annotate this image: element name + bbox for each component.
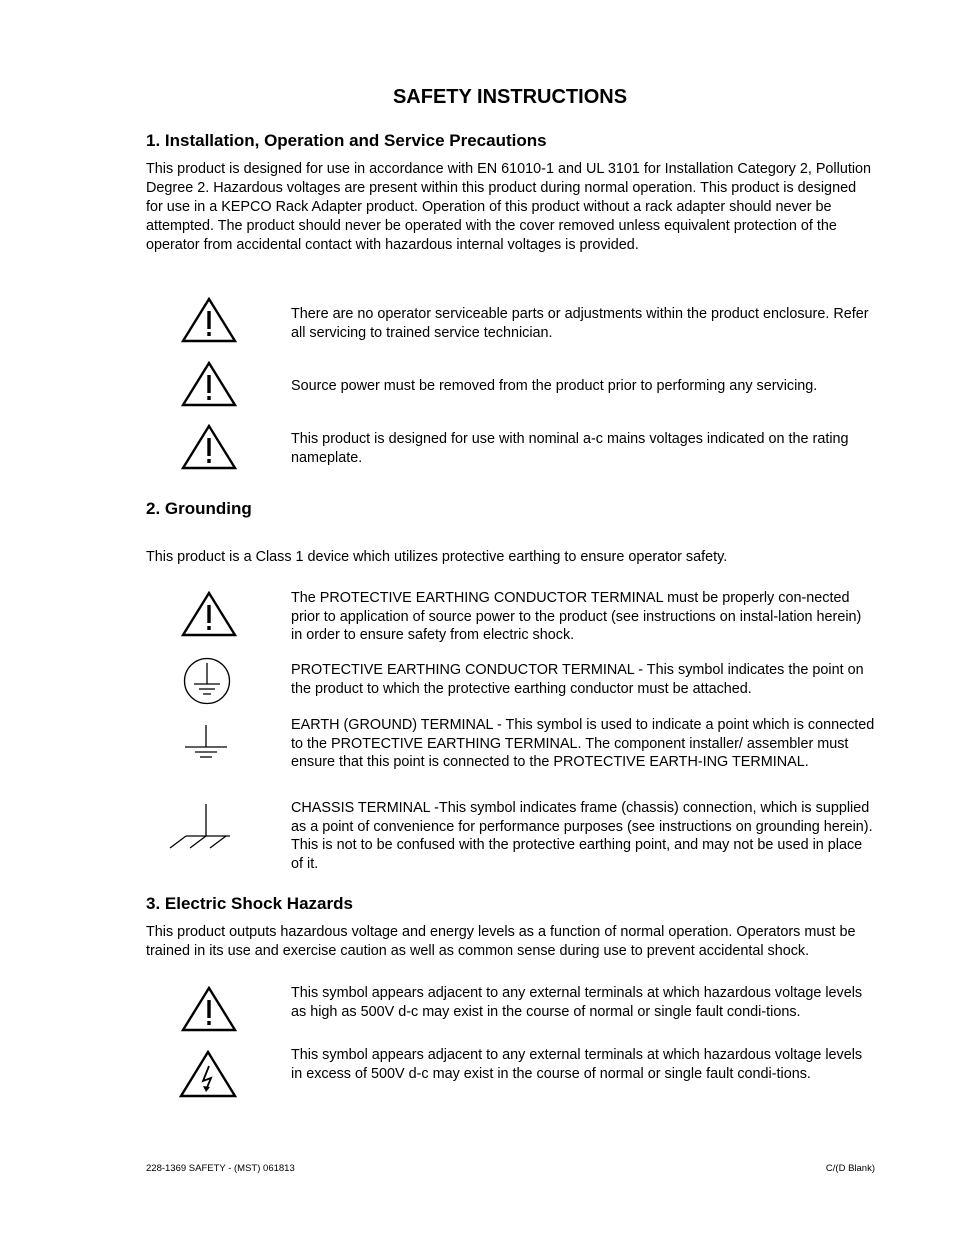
footer-page-label: C/(D Blank) xyxy=(825,1163,875,1174)
section-1-intro: This product is designed for use in accordance with EN 61010-1 and UL 3101 for Installation Category 2, Pollution Degree 2. Hazardous voltages are present within this product during normal operation. This product is designed for use in a KEPCO Rack Adapter product. Operation of this product without a rack adapter should never be attempted. The product should never be operated with the cover removed unless equivalent protection of the operator from accidental contact with hazardous internal voltages is provided. xyxy=(146,161,872,253)
section-3-heading: 3. Electric Shock Hazards xyxy=(146,894,353,913)
note-earth-ground-terminal: EARTH (GROUND) TERMINAL - This symbol is used to indicate a point which is connected to the PROTECTIVE EARTHING TERMINAL. The component installer/ assembler must ensure that this point is connected to the PROTECTIVE EARTH-ING TERMINAL. xyxy=(291,717,875,771)
section-2-heading: 2. Grounding xyxy=(146,499,252,518)
note-protective-earthing-connect: The PROTECTIVE EARTHING CONDUCTOR TERMINAL must be properly con-nected prior to application of source power to the product (see instructions on instal-lation herein) in order to ensure safety from electric shock. xyxy=(291,590,862,644)
note-chassis-terminal: CHASSIS TERMINAL -This symbol indicates frame (chassis) connection, which is supplied as a point of convenience for performance purposes (see instructions on grounding herein). This is not to be confused with the protective earthing point, and may not be used in place of it. xyxy=(291,800,873,872)
note-protective-earth-terminal: PROTECTIVE EARTHING CONDUCTOR TERMINAL - This symbol indicates the point on the product to which the protective earthing conductor must be attached. xyxy=(291,662,864,697)
warning-triangle-icon xyxy=(181,424,237,470)
note-mains-voltages: This product is designed for use with nominal a-c mains voltages indicated on the rating nameplate. xyxy=(291,431,849,466)
footer-document-id: 228-1369 SAFETY - (MST) 061813 xyxy=(146,1163,295,1174)
page-title: SAFETY INSTRUCTIONS xyxy=(392,86,628,108)
section-3-intro: This product outputs hazardous voltage and energy levels as a function of normal operation. Operators must be trained in its use and exercise caution as well as common sense during use to prevent accidental shock. xyxy=(146,924,856,959)
note-source-power: Source power must be removed from the product prior to performing any servicing. xyxy=(291,378,818,394)
high-voltage-icon xyxy=(179,1050,237,1098)
warning-triangle-icon xyxy=(181,986,237,1032)
warning-triangle-icon xyxy=(181,361,237,407)
earth-ground-icon xyxy=(183,723,229,761)
warning-triangle-icon xyxy=(181,297,237,343)
note-service-parts: There are no operator serviceable parts or adjustments within the product enclosure. Refer all servicing to trained service technician. xyxy=(291,306,869,341)
section-1-heading: 1. Installation, Operation and Service Precautions xyxy=(146,131,547,150)
section-2-intro: This product is a Class 1 device which utilizes protective earthing to ensure operator safety. xyxy=(146,549,728,565)
warning-triangle-icon xyxy=(181,591,237,637)
note-voltage-excess-500v-dc: This symbol appears adjacent to any external terminals at which hazardous voltage levels in excess of 500V d-c may exist in the course of normal or single fault condi-tions. xyxy=(291,1047,863,1082)
protective-earth-icon xyxy=(181,656,233,706)
note-voltage-500v-dc: This symbol appears adjacent to any external terminals at which hazardous voltage levels as high as 500V d-c may exist in the course of normal or single fault condi-tions. xyxy=(291,985,863,1020)
chassis-terminal-icon xyxy=(168,802,232,850)
